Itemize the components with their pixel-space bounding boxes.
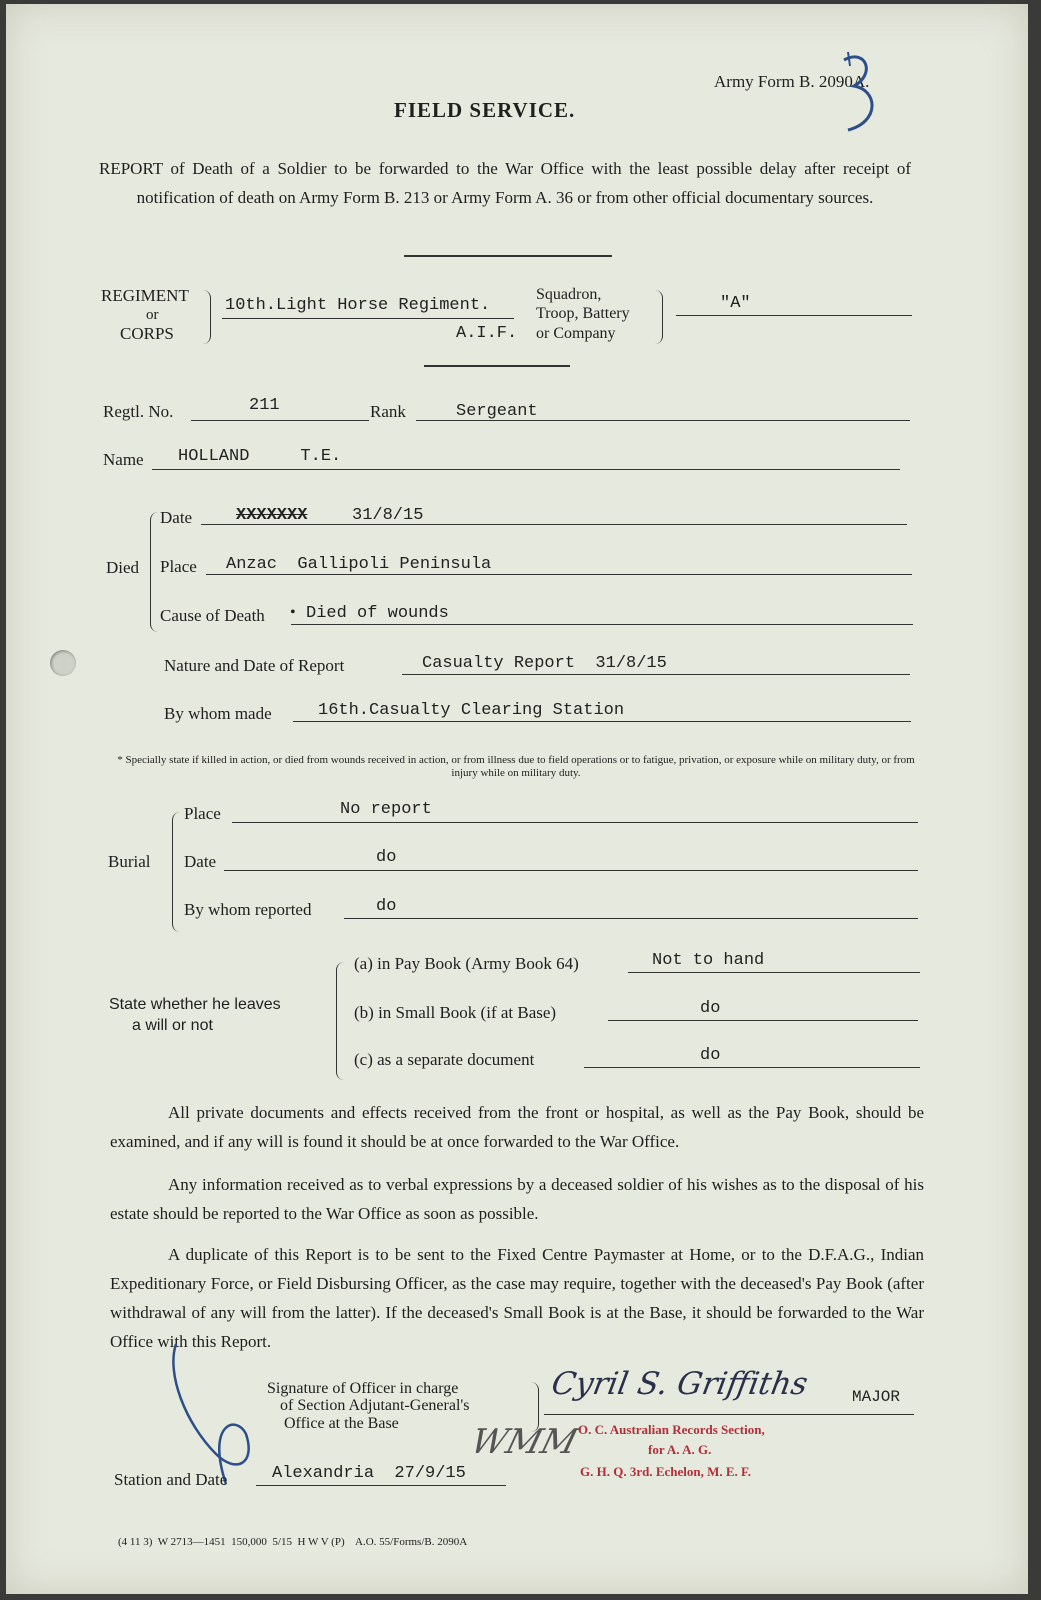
burial-reported-label: By whom reported bbox=[184, 900, 312, 919]
stamp-line-2: for A. A. G. bbox=[648, 1442, 712, 1457]
cause-line bbox=[291, 624, 913, 625]
regiment-brace bbox=[202, 290, 211, 344]
burial-date-line bbox=[224, 870, 918, 871]
regtl-no-line bbox=[191, 420, 369, 421]
squadron-label-2: Troop, Battery bbox=[536, 305, 630, 322]
instruction-paragraph-3: A duplicate of this Report is to be sent to the Fixed Centre Paymaster at Home, or to the D.F.A.G., Indian Expeditionary Force, or Field Disbursing Officer, as the case may require, together with the deceased's Pay Book (after withdrawal of any will from the latter). If the deceased's Small Book is at the Base, it should be forwarded to the War Office with this Report. bbox=[110, 1245, 924, 1351]
report-by-label: By whom made bbox=[164, 704, 272, 723]
report-nature-label: Nature and Date of Report bbox=[164, 656, 345, 675]
initials-handwriting: WMM bbox=[466, 1422, 582, 1462]
footnote: * Specially state if killed in action, or died from wounds received in action, or from illness due to field operations or to fatigue, privation, or exposure while on military duty, or from injury while on military duty. bbox=[117, 754, 915, 779]
died-place-label: Place bbox=[160, 557, 197, 576]
report-by-value: 16th.Casualty Clearing Station bbox=[318, 701, 625, 720]
squadron-brace bbox=[654, 290, 663, 344]
died-date-line bbox=[201, 524, 907, 525]
rank-line bbox=[416, 420, 910, 421]
squadron-underline bbox=[676, 315, 912, 316]
station-label: Station and Date bbox=[114, 1470, 228, 1489]
report-nature-value: Casualty Report 31/8/15 bbox=[422, 654, 667, 673]
squadron-label-1: Squadron, bbox=[536, 286, 602, 303]
will-a-value: Not to hand bbox=[652, 951, 765, 970]
name-label: Name bbox=[103, 450, 144, 469]
burial-reported-line bbox=[344, 918, 918, 919]
died-brace bbox=[150, 512, 159, 632]
signature-line bbox=[544, 1414, 914, 1415]
burial-reported-value: do bbox=[376, 897, 397, 916]
died-date-value: 31/8/15 bbox=[352, 506, 424, 525]
burial-place-line bbox=[232, 822, 918, 823]
name-line bbox=[152, 469, 900, 470]
signature-handwriting: Cyril S. Griffiths bbox=[548, 1366, 811, 1402]
will-c-value: do bbox=[700, 1046, 721, 1065]
punch-hole bbox=[50, 650, 76, 676]
station-line bbox=[256, 1485, 506, 1486]
rank-value: Sergeant bbox=[456, 402, 538, 421]
squadron-value: "A" bbox=[720, 294, 751, 313]
burial-place-label: Place bbox=[184, 804, 221, 823]
instruction-paragraph-1: All private documents and effects received from the front or hospital, as well as the Pay Book, should be examined, and if any will is found it should be at once forwarded to the War Office. bbox=[110, 1103, 924, 1151]
report-nature-line bbox=[402, 674, 910, 675]
signature-label-3: Office at the Base bbox=[284, 1415, 399, 1432]
died-date-label: Date bbox=[160, 508, 193, 527]
rank-label: Rank bbox=[370, 402, 406, 421]
signature-label-1: Signature of Officer in charge bbox=[267, 1380, 459, 1397]
cause-label: Cause of Death bbox=[160, 606, 265, 625]
signature-rank: MAJOR bbox=[852, 1388, 901, 1406]
divider bbox=[424, 365, 570, 367]
regiment-label-1: REGIMENT bbox=[101, 286, 189, 305]
name-value: HOLLAND T.E. bbox=[178, 447, 342, 466]
regiment-value-2: A.I.F. bbox=[456, 324, 518, 343]
burial-date-value: do bbox=[376, 848, 397, 867]
regiment-value-1: 10th.Light Horse Regiment. bbox=[225, 296, 491, 315]
will-a-line bbox=[628, 972, 920, 973]
footnote-marker: • bbox=[290, 604, 296, 621]
burial-label: Burial bbox=[108, 852, 151, 871]
will-c-line bbox=[584, 1067, 920, 1068]
will-b-line bbox=[608, 1020, 918, 1021]
will-b-value: do bbox=[700, 999, 721, 1018]
burial-place-value: No report bbox=[340, 800, 432, 819]
will-b-label: (b) in Small Book (if at Base) bbox=[354, 1003, 557, 1022]
will-c-label: (c) as a separate document bbox=[354, 1050, 535, 1069]
regtl-no-value: 211 bbox=[249, 396, 280, 415]
stamp-line-1: O. C. Australian Records Section, bbox=[578, 1422, 765, 1437]
cause-value: Died of wounds bbox=[306, 604, 449, 623]
signature-label-2: of Section Adjutant-General's bbox=[280, 1397, 470, 1414]
report-by-line bbox=[293, 721, 911, 722]
regtl-no-label: Regtl. No. bbox=[103, 402, 174, 421]
instruction-paragraph-2: Any information received as to verbal expressions by a deceased soldier of his wishes as to the disposal of his estate should be reported to the War Office as soon as possible. bbox=[110, 1175, 924, 1223]
stamp-line-3: G. H. Q. 3rd. Echelon, M. E. F. bbox=[580, 1464, 752, 1479]
station-value: Alexandria 27/9/15 bbox=[272, 1464, 466, 1483]
died-place-value: Anzac Gallipoli Peninsula bbox=[226, 555, 492, 574]
squadron-label-3: or Company bbox=[536, 325, 616, 342]
died-date-struck: XXXXXXX bbox=[236, 506, 308, 525]
regiment-underline bbox=[222, 318, 514, 319]
regiment-label-2: or bbox=[146, 307, 159, 323]
divider bbox=[404, 255, 612, 257]
annotation-number-3 bbox=[826, 44, 886, 144]
print-code: (4 11 3) W 2713—1451 150,000 5/15 H W V (P) A.O. 55/Forms/B. 2090A bbox=[118, 1536, 468, 1548]
form-number: Army Form B. 2090A. bbox=[714, 72, 870, 91]
regiment-label-3: CORPS bbox=[120, 324, 174, 343]
died-place-line bbox=[206, 574, 912, 575]
burial-date-label: Date bbox=[184, 852, 217, 871]
form-title: FIELD SERVICE. bbox=[394, 98, 576, 122]
intro-text: REPORT of Death of a Soldier to be forwarded to the War Office with the least possible delay after receipt of notification of death on Army Form B. 213 or Army Form A. 36 or from other official documentary sources. bbox=[99, 159, 911, 207]
died-label: Died bbox=[106, 558, 140, 577]
burial-brace bbox=[172, 812, 181, 932]
will-label-1: State whether he leaves bbox=[109, 996, 281, 1013]
will-brace bbox=[336, 962, 345, 1080]
form-page bbox=[6, 4, 1028, 1594]
will-label-2: a will or not bbox=[132, 1017, 213, 1034]
will-a-label: (a) in Pay Book (Army Book 64) bbox=[354, 954, 579, 973]
